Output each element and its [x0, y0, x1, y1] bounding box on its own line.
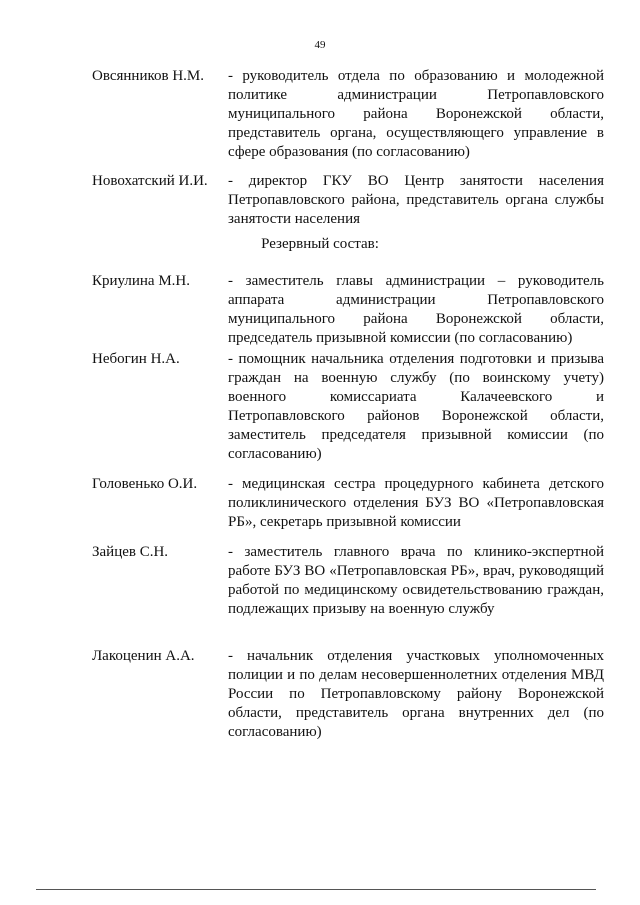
page-number: 49: [314, 39, 326, 51]
member-role: - помощник начальника отделения подготовки и призыва граждан на военную службу (по воинскому учету) военного комиссариата Калачеевского и Петропавловского районов Воронежской области, заместитель председателя призывной комиссии (по согласованию): [228, 351, 604, 462]
member-name: Головенько О.И.: [92, 476, 198, 492]
member-role: - заместитель главы администрации – руководитель аппарата администрации Петропавловского муниципального района Воронежской области, председатель призывной комиссии (по согласованию): [228, 273, 604, 346]
reserve-heading: Резервный состав:: [261, 236, 379, 252]
member-role: - директор ГКУ ВО Центр занятости населения Петропавловского района, представитель органа службы занятости населения: [228, 173, 604, 227]
member-role: - руководитель отдела по образованию и молодежной политике администрации Петропавловского муниципального района Воронежской области, представитель органа, осуществляющего управление в сфере образования (по согласованию): [228, 68, 604, 160]
member-role: - заместитель главного врача по клинико-экспертной работе БУЗ ВО «Петропавловская РБ», врач, руководящий работой по медицинскому освидетельствованию граждан, подлежащих призыву на военную службу: [228, 544, 604, 617]
member-name: Лакоценин А.А.: [92, 648, 195, 664]
footer-rule: [36, 889, 596, 890]
member-name: Зайцев С.Н.: [92, 544, 169, 560]
member-name: Новохатский И.И.: [92, 173, 208, 189]
member-name: Криулина М.Н.: [92, 273, 190, 289]
member-role: - начальник отделения участковых уполномоченных полиции и по делам несовершеннолетних отделения МВД России по Петропавловскому району Воронежской области, представитель органа внутренних дел (по согласованию): [228, 648, 604, 740]
member-name: Овсянников Н.М.: [92, 68, 204, 84]
member-name: Небогин Н.А.: [92, 351, 180, 367]
member-role: - медицинская сестра процедурного кабинета детского поликлинического отделения БУЗ ВО «Петропавловская РБ», секретарь призывной комиссии: [228, 476, 604, 530]
